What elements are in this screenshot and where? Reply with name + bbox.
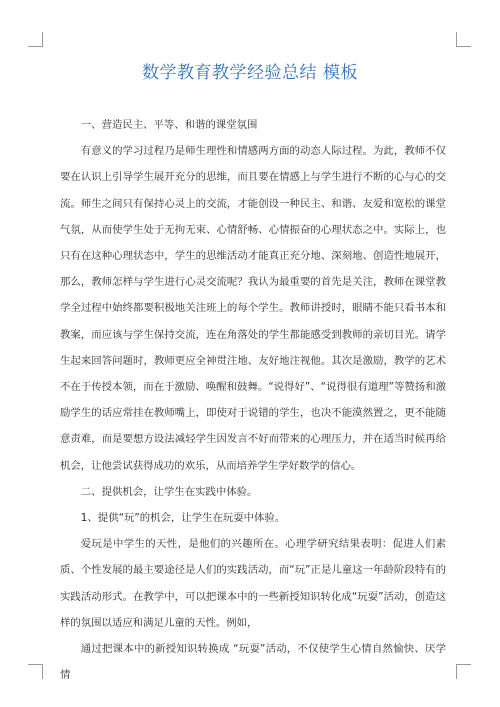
crop-mark-top-left	[28, 32, 43, 47]
section-2-paragraph-2: 通过把课本中的新授知识转换成 “玩耍”活动，不仅使学生心情自然愉快、厌学情	[60, 643, 446, 682]
document-title: 数学教育教学经验总结 模板	[142, 63, 358, 83]
crop-mark-top-right	[456, 32, 471, 47]
section-1-heading: 一、营造民主、平等、和谐的课堂氛围	[80, 119, 258, 131]
section-2-heading: 二、提供机会，让学生在实践中体验。	[80, 485, 258, 498]
document-body	[60, 112, 446, 688]
section-1-paragraph: 有意义的学习过程乃是师生理性和情感两方面的动态人际过程。为此，教师不仅要在认识上引导学生展开充分的思维，而且要在情感上与学生进行不断的心与心的交流。师生之间只有保持心灵上的交流，才能创设一种民主、和谐、友爱和宽松的课堂气氛，从而使学生处于无拘无束、心情舒畅、心情振奋的心理状态之中。实际上，也只有在这种心理状态中，学生的思维活动才能真正充分地、深刻地、创造性地展开，那么，教师怎样与学生进行心灵交流呢？我认为最重要的首先是关注，教师在课堂教学全过程中始终都要积极地关注班上的每个学生。教师讲授时，眼睛不能只看书本和教案，而应该与学生保持交流，连在角落处的学生都能感受到教师的亲切目光。请学生起来回答问题时，教师更应全神贯注地、友好地注视他。其次是激励，教学的艺术不在于传授本领，而在于激励、唤醒和鼓舞。“说得好”、“说得很有道理”等赞扬和激励学生的话应常挂在教师嘴上，即使对于说错的学生，也决不能漠然置之，更不能随意责难，而是要想方设法减轻学生因发言不好而带来的心理压力，并在适当时候再给机会，让他尝试获得成功的欢乐，从而培养学生学好数学的信心。	[60, 145, 446, 472]
crop-mark-bottom-left	[28, 664, 43, 679]
section-2-subheading-1: 1、提供“玩”的机会，让学生在玩耍中体验。	[80, 512, 286, 525]
crop-mark-bottom-right	[456, 664, 471, 679]
section-2-paragraph-1: 爱玩是中学生的天性，是他们的兴趣所在。心理学研究结果表明：促进人们素质、个性发展的最主要途径是人们的实践活动，而“玩”正是儿童这一年龄阶段特有的实践活动形式。在教学中，可以把课本中的一些新授知识转化成“玩耍”活动，创造这样的氛围以适应和满足儿童的天性。例如，	[60, 538, 446, 629]
